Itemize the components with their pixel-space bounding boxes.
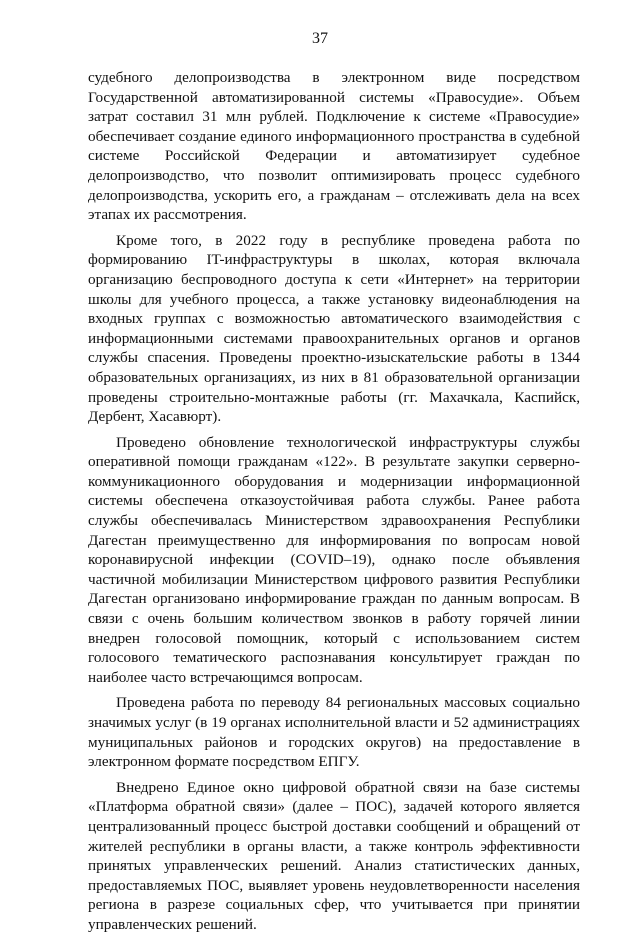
paragraph-1: судебного делопроизводства в электронном виде посредством Государственной автоматизированной системы «Правосудие». Объем затрат составил 31 млн рублей. Подключение к системе «Правосудие» обеспечивает создание единого информационного пространства в судебной системе Российской Федерации и автоматизирует судебное делопроизводство, что позволит оптимизировать процесс судебного делопроизводства, ускорить его, а гражданам – отслеживать дела на всех этапах их рассмотрения. xyxy=(88,69,580,224)
paragraph-2: Кроме того, в 2022 году в республике проведена работа по формированию IT-инфраструктуры в школах, которая включала организацию беспроводного доступа к сети «Интернет» на территории школы для учебного процесса, а также установку видеонаблюдения на входных группах с возможностью автоматического взаимодействия с информационными системами правоохранительных органов и органов службы спасения. Проведены проектно-изыскательские работы в 1344 образовательных организациях, из них в 81 образовательной организации проведены строительно-монтажные работы (гг. Махачкала, Каспийск, Дербент, Хасавюрт). xyxy=(88,231,580,426)
page-number: 37 xyxy=(312,30,328,47)
paragraph-4: Проведена работа по переводу 84 региональных массовых социально значимых услуг (в 19 органах исполнительной власти и 52 администрациях муниципальных районов и городских округов) на предоставление в электронном формате посредством ЕПГУ. xyxy=(88,694,580,771)
paragraph-5: Внедрено Единое окно цифровой обратной связи на базе системы «Платформа обратной связи» (далее – ПОС), задачей которого является централизованный процесс быстрой доставки сообщений и обращений от жителей республики в органы власти, а также контроль эффективности принятых управленческих решений. Анализ статистических данных, предоставляемых ПОС, выявляет уровень неудовлетворенности населения региона в разрезе социальных сфер, что учитывается при принятии управленческих решений. xyxy=(88,778,580,933)
paragraph-3: Проведено обновление технологической инфраструктуры службы оперативной помощи гражданам «122». В результате закупки серверно-коммуникационного оборудования и модернизации информационной системы обеспечена отказоустойчивая работа службы. Ранее работа службы обеспечивалась Министерством здравоохранения Республики Дагестан преимущественно для информирования по вопросам новой коронавирусной инфекции (COVID–19), однако после объявления частичной мобилизации Министерством цифрового развития Республики Дагестан организовано информирование граждан по данным вопросам. В связи с очень большим количеством звонков в работу горячей линии внедрен голосовой помощник, который с использованием систем голосового тематического распознавания консультирует граждан по наиболее часто встречающимся вопросам. xyxy=(88,433,580,686)
document-body xyxy=(88,68,580,935)
